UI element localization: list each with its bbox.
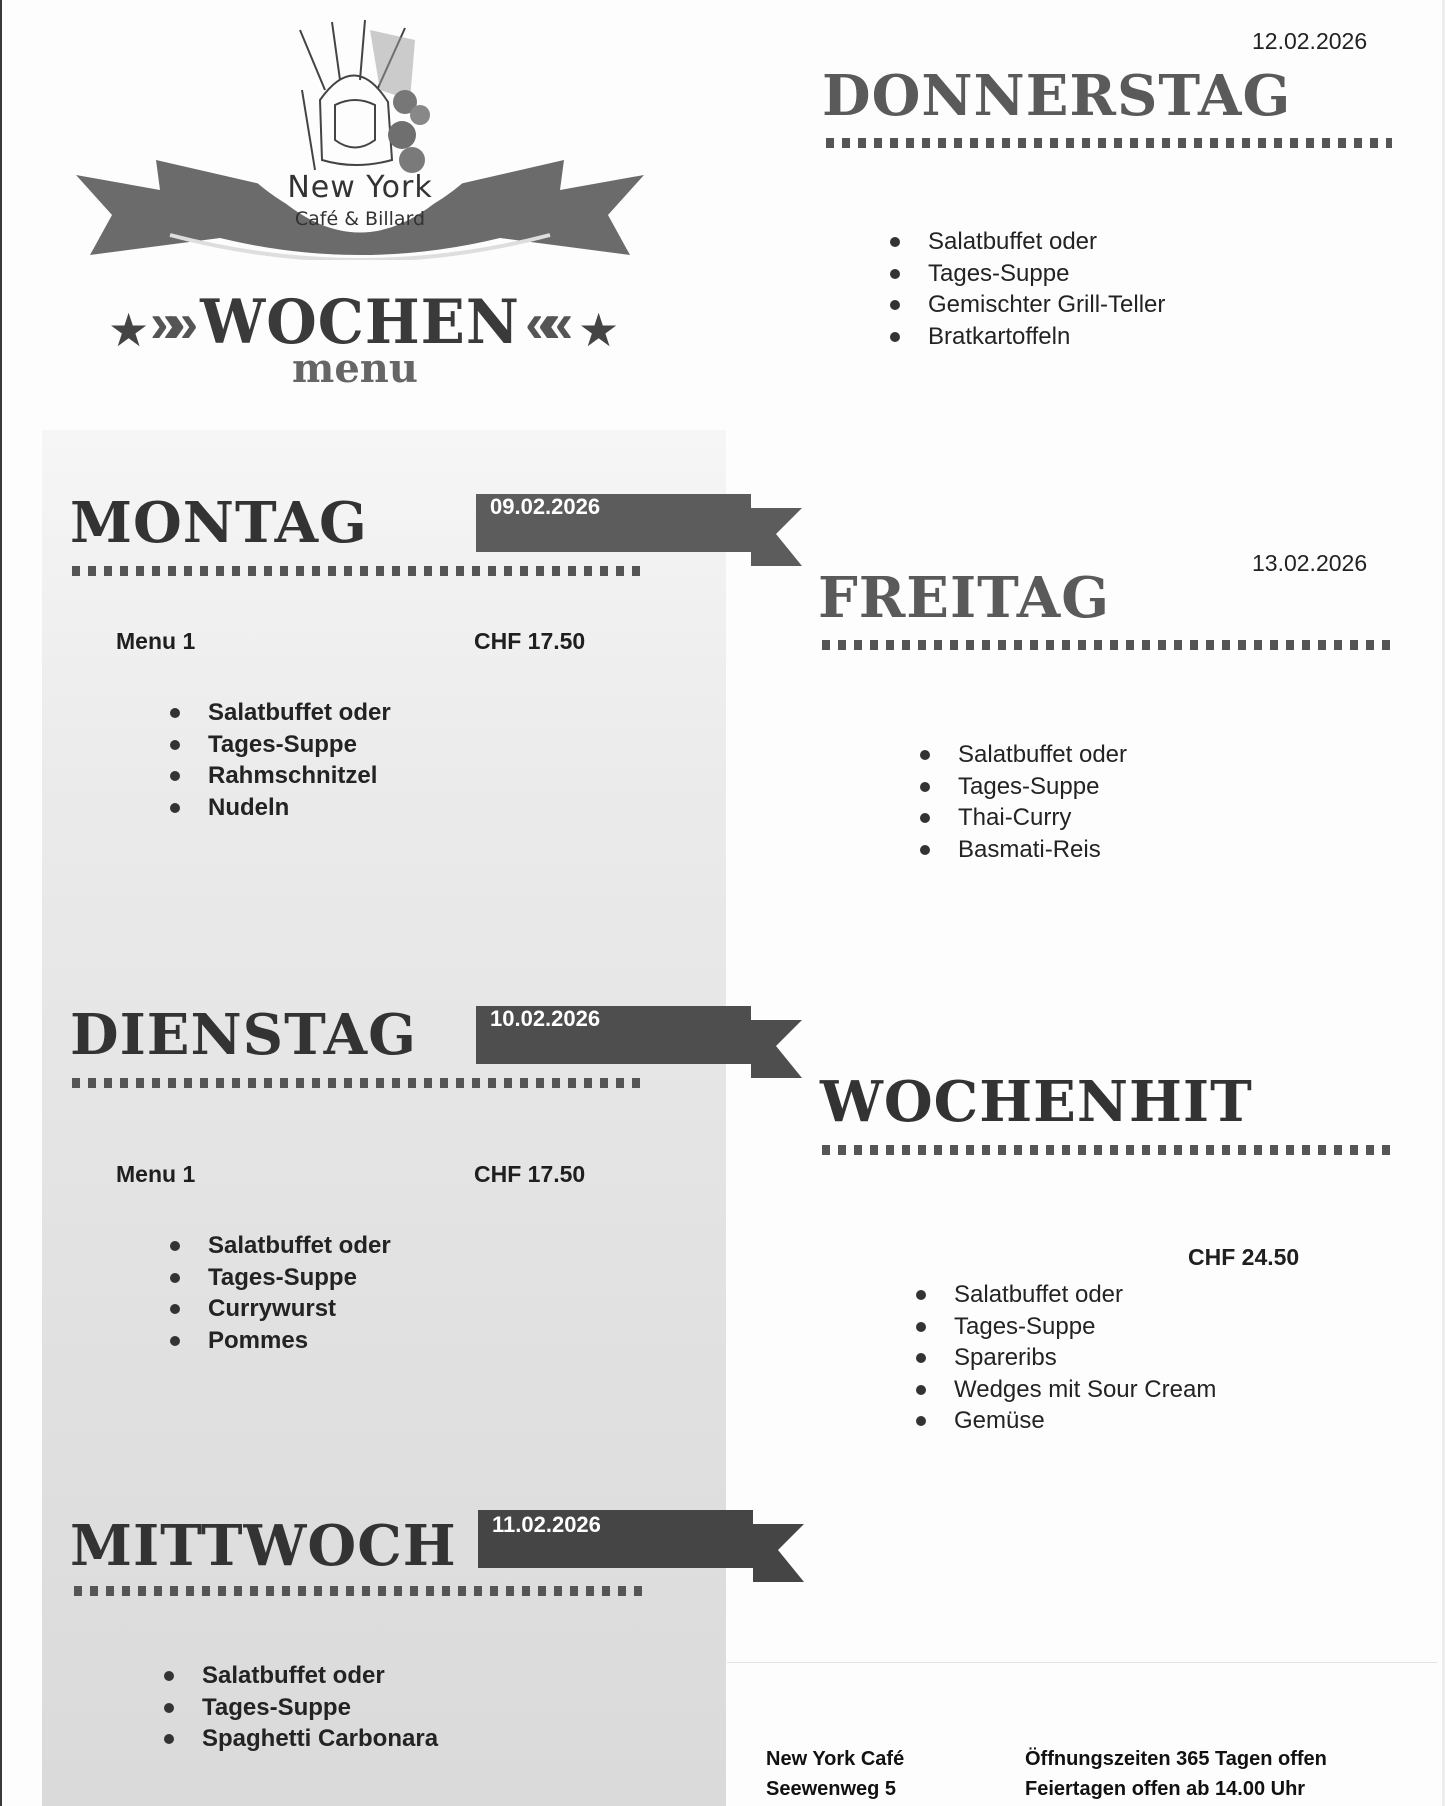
chevron-left-icon: «« — [525, 291, 560, 354]
price: CHF 17.50 — [474, 628, 586, 654]
day-title: DONNERSTAG — [822, 63, 1292, 129]
item-list — [920, 739, 1127, 865]
menu-label: Menu 1 — [116, 1161, 196, 1187]
dotted-divider — [822, 1145, 1392, 1155]
list-item: Tages-Suppe — [916, 1311, 1216, 1343]
list-item: Currywurst — [170, 1293, 391, 1325]
list-item: Gemüse — [916, 1405, 1216, 1437]
item-list — [170, 697, 391, 823]
list-item: Tages-Suppe — [164, 1692, 438, 1724]
list-item: Basmati-Reis — [920, 834, 1127, 866]
list-item: Rahmschnitzel — [170, 760, 391, 792]
list-item: Salatbuffet oder — [164, 1660, 438, 1692]
cafe-name: New York Café — [766, 1748, 905, 1770]
brand-name: New York — [287, 170, 433, 205]
list-item: Tages-Suppe — [170, 729, 391, 761]
dotted-divider — [826, 138, 1392, 148]
dotted-divider — [72, 1078, 640, 1088]
dotted-divider — [72, 566, 640, 576]
date: 12.02.2026 — [1252, 28, 1368, 54]
list-item: Bratkartoffeln — [890, 321, 1165, 353]
holiday-hours-line: Feiertagen offen ab 14.00 Uhr — [1025, 1778, 1306, 1800]
day-title: MONTAG — [70, 490, 368, 556]
day-title: FREITAG — [818, 565, 1111, 631]
date-badge: 10.02.2026 — [490, 1006, 601, 1031]
date: 13.02.2026 — [1252, 550, 1368, 576]
cafe-logo — [70, 10, 650, 260]
chevron-right-icon: »» — [150, 291, 185, 354]
day-title: WOCHENHIT — [820, 1069, 1253, 1135]
date-badge: 11.02.2026 — [492, 1512, 601, 1537]
list-item: Tages-Suppe — [920, 771, 1127, 803]
street-address: Seewenweg 5 — [766, 1778, 897, 1800]
item-list — [170, 1230, 391, 1356]
list-item: Pommes — [170, 1325, 391, 1357]
price: CHF 24.50 — [1188, 1244, 1300, 1270]
item-list — [164, 1660, 438, 1755]
item-list — [916, 1279, 1216, 1437]
list-item: Salatbuffet oder — [170, 697, 391, 729]
list-item: Salatbuffet oder — [890, 226, 1165, 258]
list-item: Tages-Suppe — [890, 258, 1165, 290]
day-title: MITTWOCH — [70, 1513, 457, 1579]
item-list — [890, 226, 1165, 352]
opening-hours-line: Öffnungszeiten 365 Tagen offen — [1025, 1748, 1327, 1770]
list-item: Spaghetti Carbonara — [164, 1723, 438, 1755]
menu-label: Menu 1 — [116, 628, 196, 654]
star-icon: ★ — [108, 304, 150, 356]
dotted-divider — [822, 640, 1392, 650]
brand-subtitle: Café & Billard — [294, 208, 426, 230]
title-menu: menu — [292, 345, 418, 392]
list-item: Wedges mit Sour Cream — [916, 1374, 1216, 1406]
list-item: Gemischter Grill-Teller — [890, 289, 1165, 321]
date-badge: 09.02.2026 — [490, 494, 601, 519]
footer-hours — [1025, 1744, 1327, 1804]
list-item: Salatbuffet oder — [170, 1230, 391, 1262]
list-item: Salatbuffet oder — [920, 739, 1127, 771]
footer-divider — [727, 1662, 1437, 1663]
list-item: Thai-Curry — [920, 802, 1127, 834]
star-icon: ★ — [578, 304, 620, 356]
list-item: Spareribs — [916, 1342, 1216, 1374]
list-item: Nudeln — [170, 792, 391, 824]
list-item: Tages-Suppe — [170, 1262, 391, 1294]
footer-address — [766, 1744, 904, 1804]
price: CHF 17.50 — [474, 1161, 586, 1187]
dotted-divider — [74, 1586, 642, 1596]
list-item: Salatbuffet oder — [916, 1279, 1216, 1311]
title-wochen: WOCHEN — [200, 286, 520, 358]
page-left-border — [0, 0, 2, 1806]
day-title: DIENSTAG — [70, 1002, 417, 1068]
